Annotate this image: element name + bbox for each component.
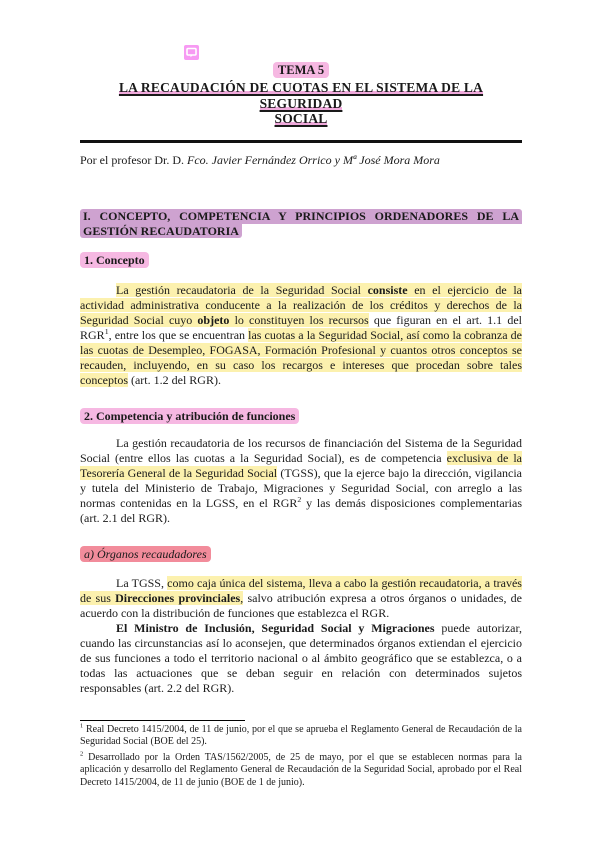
text-segment: como caja única del sistema, lleva a cabo la gestión recaudatoria, a través de sus — [80, 575, 522, 605]
text-segment: Real Decreto 1415/2004, de 11 de junio, por el que se aprueba el Reglamento General de Recaudación de la Seguridad Social (BOE del 25). — [80, 723, 522, 747]
text-segment: (TGSS), que la ejerce bajo la dirección, vigilancia y tutela del Ministerio de Trabajo, Migraciones y Seguridad Social, con arreglo a las normas contenidas en la LGSS, en el RGR — [80, 465, 523, 510]
text-segment: objeto — [197, 312, 230, 327]
main-section-heading — [80, 209, 522, 239]
text-segment: La TGSS, — [116, 575, 168, 590]
comment-annotation-icon[interactable] — [184, 45, 199, 60]
text-segment: las cuotas a la Seguridad Social, así como la cobranza de las cuotas de Desempleo, FOGASA, Formación Profesional y cuantos otros conceptos se recauden, incluyendo, en su caso los recargos e intereses que procedan sobre tales conceptos — [80, 327, 522, 387]
main-heading-line-1: I. CONCEPTO, COMPETENCIA Y PRINCIPIOS ORDENADORES DE LA — [80, 209, 522, 224]
footnote-reference: 2 — [80, 750, 84, 758]
text-segment: salvo atribución expresa a otros órganos o unidades, de acuerdo con la distribución de funciones que establezca el RGR. — [80, 590, 522, 620]
main-heading-line-2: GESTIÓN RECAUDATORIA — [80, 224, 242, 238]
tema-row — [80, 62, 522, 78]
text-segment: puede autorizar, cuando las circunstancias así lo aconsejen, que determinados órganos extiendan el ejercicio de sus funciones a todo el territorio nacional o al ámbito geográfico que se establezca, o a todas las actuaciones que se deban seguir en relación con determinados sujetos responsables (art. 2.2 del RGR). — [80, 620, 522, 695]
title-line-2: SOCIAL — [274, 111, 328, 126]
paragraph-tgss — [80, 576, 522, 621]
footnote-2 — [80, 752, 522, 790]
section-2a-heading — [80, 547, 522, 562]
text-segment: La gestión recaudatoria de los recursos de financiación del Sistema de la Seguridad Social (entre ellos las cuotas a la Seguridad Social), es de competencia — [80, 435, 522, 465]
byline — [80, 153, 522, 168]
footnote-1 — [80, 724, 522, 749]
text-segment: consiste — [367, 282, 408, 297]
text-segment: exclusiva de la Tesorería General de la Seguridad Social — [80, 450, 522, 480]
section-1-title: 1. Concepto — [80, 252, 149, 268]
horizontal-rule — [80, 140, 522, 143]
text-segment: (art. 1.2 del RGR). — [127, 372, 221, 387]
section-1-heading — [80, 253, 522, 268]
text-segment: Desarrollado por la Orden TAS/1562/2005, de 25 de mayo, por el que se establecen normas para la aplicación y desarrollo del Reglamento General de Recaudación de la Seguridad Social, aprobado por el Real Decreto 1415/2004, de 11 de junio (BOE de 1 de junio). — [80, 751, 522, 788]
text-segment: lo constituyen los recursos — [229, 312, 369, 327]
section-2a-title: a) Órganos recaudadores — [80, 546, 211, 562]
text-segment: que figuran en el art. 1.1 del RGR — [80, 312, 522, 342]
text-segment: en el ejercicio de la actividad administrativa conducente a la realización de los créditos y derechos de la Seguridad Social cuyo — [80, 282, 522, 327]
title-line-1: LA RECAUDACIÓN DE CUOTAS EN EL SISTEMA DE LA SEGURIDAD — [118, 80, 484, 111]
paragraph-competencia — [80, 436, 522, 526]
text-segment: El Ministro de Inclusión, Seguridad Social y Migraciones — [116, 620, 435, 635]
footnote-reference: 1 — [104, 326, 109, 336]
section-2-heading — [80, 409, 522, 424]
paragraph-ministro — [80, 621, 522, 696]
text-segment: , — [240, 590, 244, 605]
byline-prefix: Por el profesor Dr. D. — [80, 152, 187, 167]
tema-badge: TEMA 5 — [273, 62, 329, 78]
footnote-reference: 1 — [80, 722, 84, 730]
paragraph-concepto — [80, 283, 522, 388]
footnote-reference: 2 — [297, 494, 302, 504]
section-2-title: 2. Competencia y atribución de funciones — [80, 408, 299, 424]
text-segment: y las demás disposiciones complementarias (art. 2.1 del RGR). — [80, 495, 522, 525]
main-heading-line-2-wrap — [80, 224, 522, 239]
text-segment: Direcciones provinciales — [115, 590, 241, 605]
text-segment: La gestión recaudatoria de la Seguridad Social — [116, 282, 368, 297]
text-segment: , entre los que se encuentran — [108, 327, 249, 342]
document-title — [80, 80, 522, 127]
byline-authors: Fco. Javier Fernández Orrico y Mª José Mora Mora — [186, 152, 440, 167]
footnote-separator — [80, 720, 245, 721]
